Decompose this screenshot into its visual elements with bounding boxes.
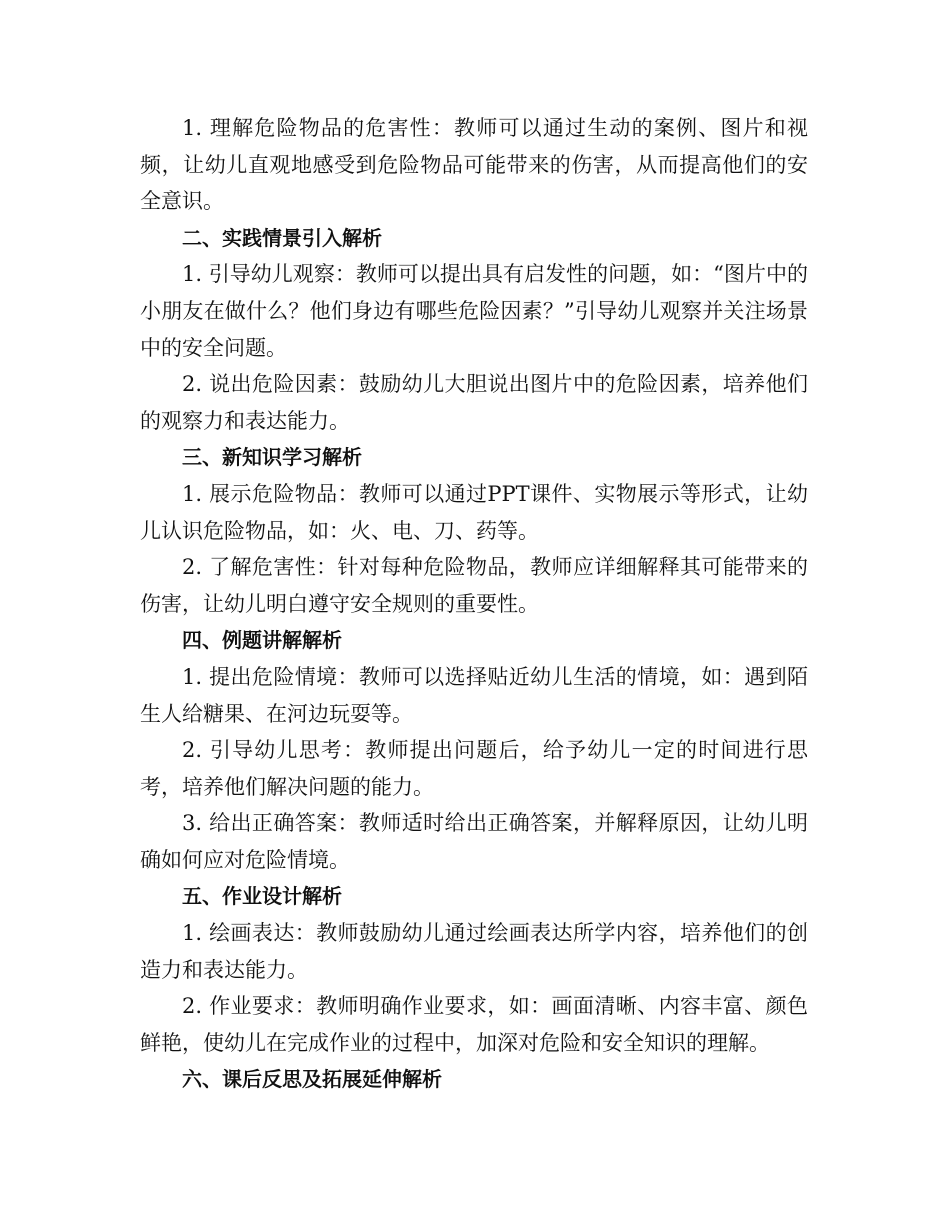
paragraph: 1. 提出危险情境：教师可以选择贴近幼儿生活的情境，如：遇到陌生人给糖果、在河边玩耍等。 (140, 664, 808, 726)
paragraph: 3. 给出正确答案：教师适时给出正确答案，并解释原因，让幼儿明确如何应对危险情境。 (140, 811, 808, 872)
paragraph: 2. 作业要求：教师明确作业要求，如：画面清晰、内容丰富、颜色鲜艳，使幼儿在完成作业的过程中，加深对危险和安全知识的理解。 (140, 994, 808, 1055)
paragraph: 1. 理解危险物品的危害性：教师可以通过生动的案例、图片和视频，让幼儿直观地感受到危险物品可能带来的伤害，从而提高他们的安全意识。 (140, 116, 808, 214)
paragraph: 1. 展示危险物品：教师可以通过PPT课件、实物展示等形式，让幼儿认识危险物品，如：火、电、刀、药等。 (140, 481, 808, 543)
document-body (140, 110, 808, 1098)
section-heading: 五、作业设计解析 (182, 884, 342, 909)
section-heading: 三、新知识学习解析 (182, 445, 362, 470)
section-heading: 四、例题讲解解析 (182, 628, 342, 653)
paragraph: 2. 引导幼儿思考：教师提出问题后，给予幼儿一定的时间进行思考，培养他们解决问题的能力。 (140, 738, 808, 799)
section-heading: 二、实践情景引入解析 (182, 225, 382, 250)
paragraph: 2. 了解危害性：针对每种危险物品，教师应详细解释其可能带来的伤害，让幼儿明白遵守安全规则的重要性。 (140, 555, 808, 616)
paragraph: 2. 说出危险因素：鼓励幼儿大胆说出图片中的危险因素，培养他们的观察力和表达能力。 (140, 372, 808, 433)
paragraph: 1. 绘画表达：教师鼓励幼儿通过绘画表达所学内容，培养他们的创造力和表达能力。 (140, 921, 808, 982)
paragraph: 1. 引导幼儿观察：教师可以提出具有启发性的问题，如：“图片中的小朋友在做什么？他们身边有哪些危险因素？”引导幼儿观察并关注场景中的安全问题。 (140, 262, 808, 360)
section-heading: 六、课后反思及拓展延伸解析 (182, 1067, 442, 1092)
